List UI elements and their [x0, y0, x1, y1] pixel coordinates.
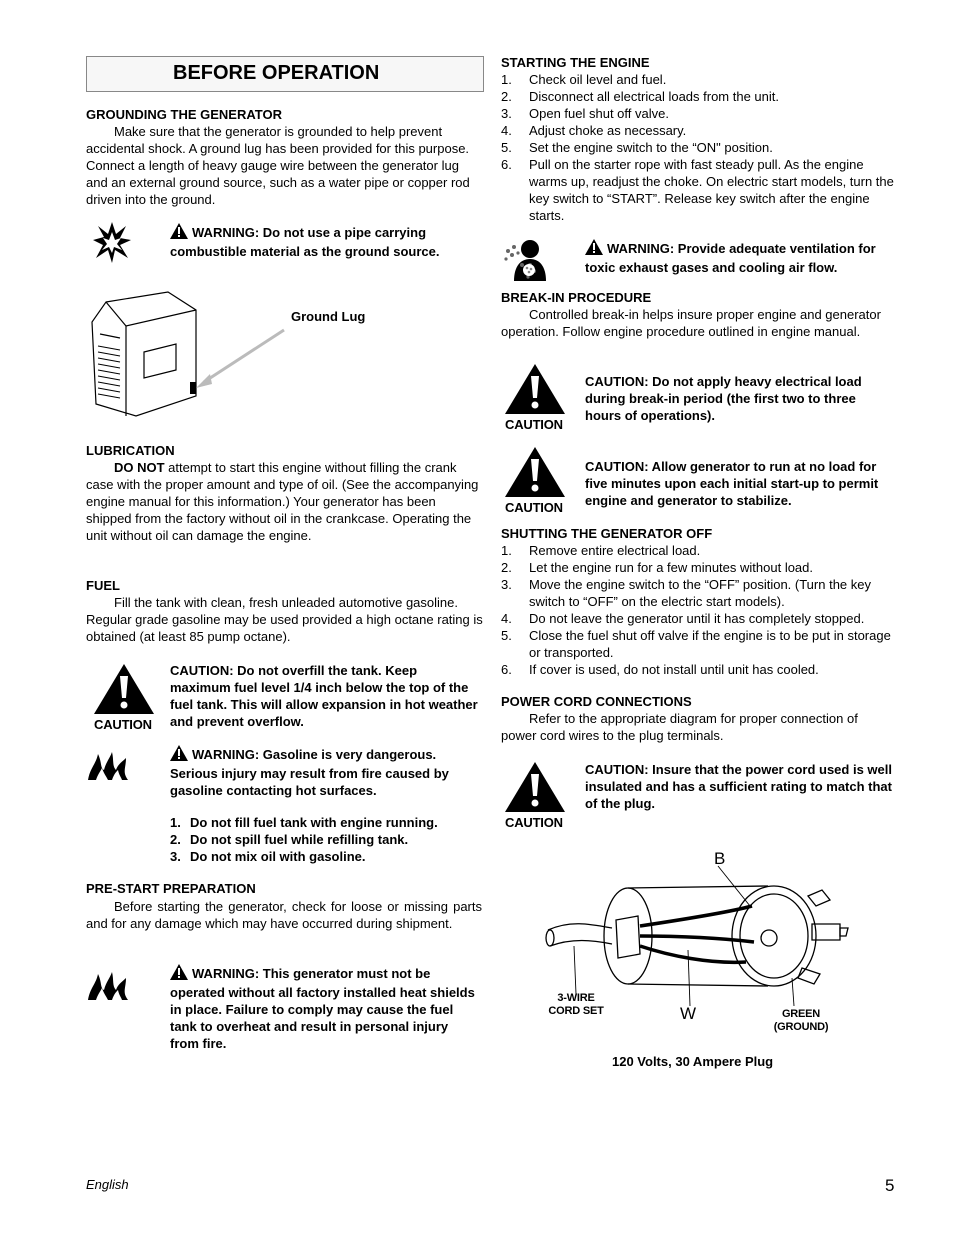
- caution-label: CAUTION: [505, 815, 563, 830]
- label-green-line2: (GROUND): [773, 1021, 829, 1033]
- prestart-warning: [170, 964, 480, 1052]
- list-item: 3. Open fuel shut off valve.: [501, 106, 669, 121]
- fire-icon: [86, 970, 130, 1002]
- warning-triangle-icon: [170, 223, 188, 243]
- prestart-text: Before starting the generator, check for loose or missing parts and for any damage which may have occurred during shipment.: [86, 899, 482, 931]
- prestart-heading: PRE-START PREPARATION: [86, 881, 256, 896]
- label-cord-set: [546, 992, 606, 1018]
- caution-label: CAUTION: [505, 500, 563, 515]
- list-item: 2. Let the engine run for a few minutes without load.: [501, 560, 814, 575]
- caution-icon: [503, 364, 567, 434]
- warning-triangle-icon: [170, 964, 188, 984]
- label-green-line1: GREEN: [781, 1008, 821, 1020]
- list-item: 1. Do not fill fuel tank with engine running.: [170, 815, 438, 830]
- fuel-heading: FUEL: [86, 578, 120, 593]
- breakin-caution-2: CAUTION: Allow generator to run at no load for five minutes upon each initial start-up to permit engine and generator to stabilize.: [585, 459, 879, 508]
- label-b: B: [714, 849, 726, 868]
- lubrication-lead: DO NOT: [114, 460, 165, 475]
- fuel-text: Fill the tank with clean, fresh unleaded automotive gasoline. Regular grade gasoline may be used provided a high octane rating is obtained (at least 85 pump octane).: [86, 595, 483, 644]
- label-w: W: [680, 1004, 697, 1023]
- breakin-text: Controlled break-in helps insure proper engine and generator operation. Follow engine procedure outlined in engine manual.: [501, 307, 881, 339]
- list-item: 3. Move the engine switch to the “OFF” position. (Turn the key switch to “OFF” on the electric start models).: [501, 577, 871, 609]
- warning-triangle-icon: [170, 745, 188, 765]
- ventilation-warning: [585, 239, 895, 276]
- list-item: 1. Remove entire electrical load.: [501, 543, 701, 558]
- list-item: 6. Pull on the starter rope with fast steady pull. As the engine warms up, readjust the choke. On electric start models, turn the key switch to “START”. Release key switch after the engine starts.: [501, 157, 894, 223]
- lubrication-heading: LUBRICATION: [86, 443, 175, 458]
- lubrication-text: [86, 459, 484, 544]
- page-title-box: [86, 56, 484, 92]
- toxic-gas-icon: [502, 237, 550, 281]
- footer-language: English: [86, 1177, 129, 1192]
- caution-icon: [92, 664, 156, 734]
- caution-label: CAUTION: [505, 417, 563, 432]
- caution-icon: [503, 447, 567, 517]
- breakin-heading: BREAK-IN PROCEDURE: [501, 290, 652, 305]
- list-item: 2. Disconnect all electrical loads from the unit.: [501, 89, 780, 104]
- prestart-warning-text: WARNING: This generator must not be operated without all factory installed heat shields in place. Failure to comply may cause the fuel tank to overheat and result in personal injury from fire.: [170, 966, 475, 1051]
- list-item: 4. Adjust choke as necessary.: [501, 123, 687, 138]
- ground-warning-text: WARNING: Do not use a pipe carrying combustible material as the ground source.: [170, 225, 440, 259]
- starting-heading: STARTING THE ENGINE: [501, 55, 650, 70]
- breakin-caution-1: CAUTION: Do not apply heavy electrical load during break-in period (the first two to three hours of operations).: [585, 374, 862, 423]
- powercord-heading: POWER CORD CONNECTIONS: [501, 694, 692, 709]
- ground-lug-label: Ground Lug: [291, 309, 366, 324]
- list-item: 5. Set the engine switch to the “ON" position.: [501, 140, 773, 155]
- powercord-text: Refer to the appropriate diagram for proper connection of power cord wires to the plug terminals.: [501, 711, 858, 743]
- fire-icon: [86, 750, 130, 782]
- label-cord-line2: CORD SET: [548, 1005, 604, 1017]
- list-item: 1. Check oil level and fuel.: [501, 72, 667, 87]
- plug-figure-caption: 120 Volts, 30 Ampere Plug: [612, 1054, 774, 1069]
- label-cord-line1: 3-WIRE: [557, 992, 595, 1004]
- warning-triangle-icon: [585, 239, 603, 259]
- starting-steps-list: [501, 71, 896, 224]
- label-green-ground: [766, 1008, 836, 1034]
- fuel-rules-list: [170, 814, 480, 865]
- explosion-icon: [92, 220, 132, 264]
- lubrication-body: attempt to start this engine without filling the crank case with the proper amount and type of oil. (See the accompanying engine manual for this information.) Your generator has been shipped from the factory without oil in the crankcase. Operating the unit without oil can damage the engine.: [86, 460, 479, 543]
- page-title: BEFORE OPERATION: [173, 62, 380, 84]
- fuel-warning-text: WARNING: Gasoline is very dangerous. Serious injury may result from fire caused by gasoline contacting hot surfaces.: [170, 747, 449, 798]
- list-item: 5. Close the fuel shut off valve if the engine is to be put in storage or transported.: [501, 628, 891, 660]
- ventilation-warning-text: WARNING: Provide adequate ventilation for toxic exhaust gases and cooling air flow.: [585, 241, 876, 275]
- page-number: 5: [885, 1176, 895, 1195]
- grounding-heading: GROUNDING THE GENERATOR: [86, 107, 282, 122]
- list-item: 2. Do not spill fuel while refilling tank.: [170, 832, 409, 847]
- grounding-text: Make sure that the generator is grounded to help prevent accidental shock. A ground lug has been provided for this purpose. Connect a length of heavy gauge wire between the generator lug and an external ground source, such as a water pipe or copper rod driven into the ground.: [86, 124, 470, 207]
- shutting-steps-list: [501, 542, 896, 678]
- caution-label: CAUTION: [94, 717, 152, 732]
- generator-ground-lug-figure: [86, 286, 376, 422]
- fuel-caution: CAUTION: Do not overfill the tank. Keep maximum fuel level 1/4 inch below the top of the fuel tank. This will allow expansion in hot weather and prevent overflow.: [170, 663, 478, 729]
- list-item: 3. Do not mix oil with gasoline.: [170, 849, 366, 864]
- fuel-warning: [170, 745, 480, 799]
- ground-warning: [170, 223, 480, 260]
- shutting-heading: SHUTTING THE GENERATOR OFF: [501, 526, 713, 541]
- list-item: 4. Do not leave the generator until it has completely stopped.: [501, 611, 865, 626]
- list-item: 6. If cover is used, do not install until unit has cooled.: [501, 662, 819, 677]
- powercord-caution: CAUTION: Insure that the power cord used is well insulated and has a sufficient rating to match that of the plug.: [585, 762, 892, 811]
- caution-icon: [503, 762, 567, 832]
